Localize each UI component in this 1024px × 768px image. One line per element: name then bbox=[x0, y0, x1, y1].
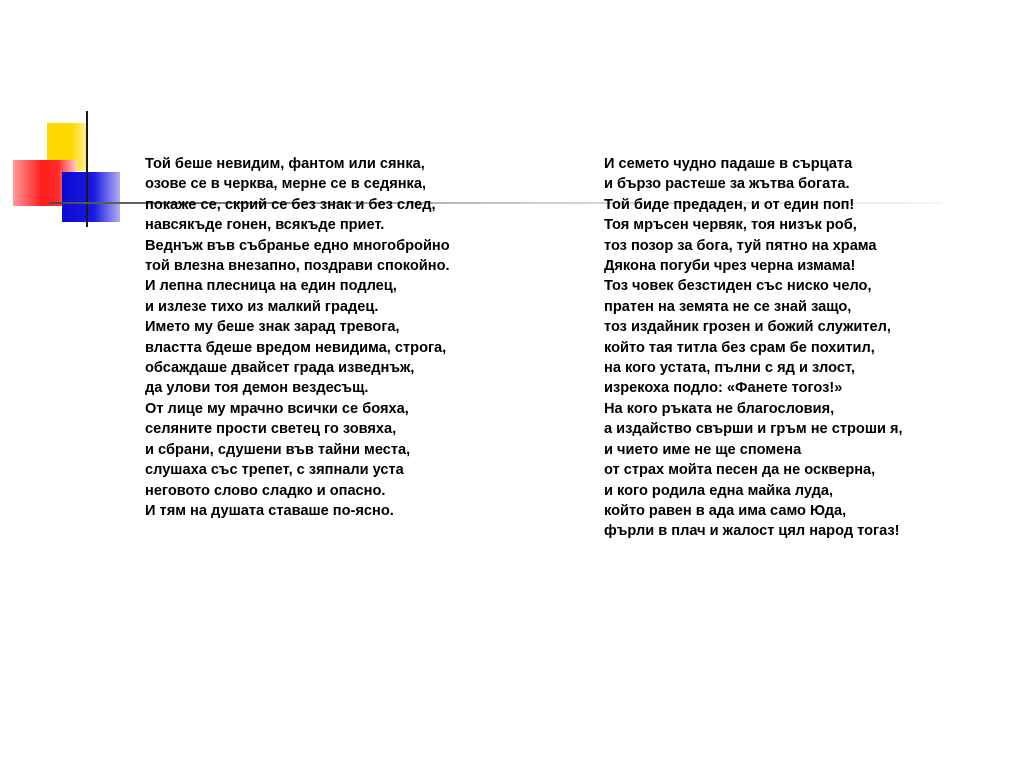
poem-line: който равен в ада има само Юда, bbox=[604, 502, 847, 519]
poem-line: слушаха със трепет, с зяпнали уста bbox=[145, 462, 404, 479]
poem-line: фърли в плач и жалост цял народ тогаз! bbox=[604, 523, 900, 540]
poem-line: озове се в черква, мерне се в седянка, bbox=[145, 176, 427, 193]
poem-line: Дякона погуби чрез черна измама! bbox=[604, 258, 856, 275]
poem-line: и бързо растеше за жътва богата. bbox=[604, 176, 850, 193]
poem-line: а издайство свърши и гръм не строши я, bbox=[604, 421, 903, 438]
poem-line: неговото слово сладко и опасно. bbox=[145, 482, 386, 499]
poem-line: И тям на душата ставаше по-ясно. bbox=[145, 502, 394, 519]
poem-line: Той биде предаден, и от един поп! bbox=[604, 196, 855, 213]
poem-line: обсаждаше двайсет града изведнъж, bbox=[145, 360, 415, 377]
poem-line: тоз издайник грозен и божий служител, bbox=[604, 319, 891, 336]
poem-line: Веднъж във събранье едно многобройно bbox=[145, 237, 450, 254]
poem-line: покаже се, скрий се без знак и без след, bbox=[145, 196, 436, 213]
poem-line: Той беше невидим, фантом или сянка, bbox=[145, 156, 425, 172]
poem-line: да улови тоя демон вездесъщ. bbox=[145, 380, 369, 397]
poem-line: изрекоха подло: «Фанете тогоз!» bbox=[604, 380, 843, 397]
poem-line: тоз позор за бога, туй пятно на храма bbox=[604, 237, 877, 254]
poem-line: навсякъде гонен, всякъде приет. bbox=[145, 217, 385, 234]
poem-line: от страх мойта песен да не оскверна, bbox=[604, 462, 876, 479]
poem-left-column bbox=[145, 154, 450, 521]
poem-line: властта бдеше вредом невидима, строга, bbox=[145, 339, 447, 356]
poem-line: Тоз човек безстиден със ниско чело, bbox=[604, 278, 872, 295]
poem-line: На кого ръката не благословия, bbox=[604, 400, 835, 417]
poem-line: От лице му мрачно всички се бояха, bbox=[145, 400, 409, 417]
poem-line: пратен на земята не се знай защо, bbox=[604, 298, 852, 315]
decorative-blue-square bbox=[62, 172, 120, 222]
decorative-vertical-line bbox=[86, 111, 88, 227]
poem-line: Тоя мръсен червяк, тоя низък роб, bbox=[604, 217, 857, 234]
poem-line: И семето чудно падаше в сърцата bbox=[604, 156, 853, 172]
poem-right-column bbox=[604, 154, 903, 542]
poem-line: и излезе тихо из малкий градец. bbox=[145, 298, 379, 315]
poem-line: и сбрани, сдушени във тайни места, bbox=[145, 441, 411, 458]
poem-line: той влезна внезапно, поздрави спокойно. bbox=[145, 258, 450, 275]
poem-line: на кого устата, пълни с яд и злост, bbox=[604, 360, 856, 377]
poem-line: селяните прости светец го зовяха, bbox=[145, 421, 397, 438]
poem-line: и кого родила една майка луда, bbox=[604, 482, 834, 499]
poem-line: И лепна плесница на един подлец, bbox=[145, 278, 397, 295]
poem-line: Името му беше знак зарад тревога, bbox=[145, 319, 400, 336]
poem-line: който тая титла без срам бе похитил, bbox=[604, 339, 875, 356]
poem-line: и чието име не ще спомена bbox=[604, 441, 802, 458]
